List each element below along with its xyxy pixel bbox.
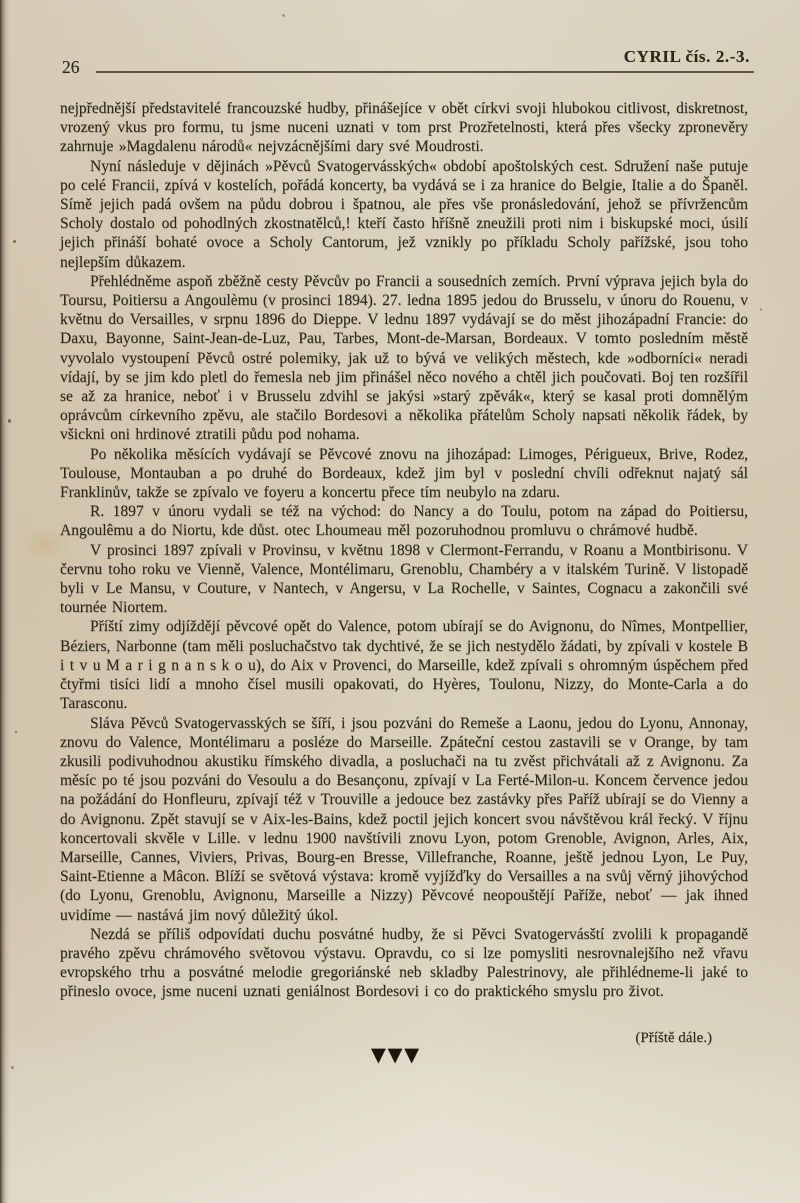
paragraph-3: Přehlédněme aspoň zběžně cesty Pěvcův po Francii a sousedních zemích. První výprava jejich byla do Toursu, Poitiersu a Angoulèmu (v prosinci 1894). 27. ledna 1895 jedou do Brusselu, v únoru do Rouenu, v květnu do Versailles, v srpnu 1896 do Dieppe. V lednu 1897 vydávají se do měst jihozápadní Francie: do Daxu, Bayonne, Saint-Jean-de-Luz, Pau, Tarbes, Mont-de-Marsan, Bordeaux. V tomto posledním městě vyvolalo vystoupení Pěvců ostré polemiky, jak už to bývá ve velikých městech, kde »odborníci« neradi vídají, by se jim kdo pletl do řemesla neb jim přinášel něco nového a chtěl jich poučovati. Boj ten rozšířil se až za hranice, neboť i v Brusselu zdvihl se jakýsi »starý zpěvák«, který se kasal proti domnělým oprávcům církevního zpěvu, ale stačilo Bordesovi a několika přátelům Scholy napsati několik řádek, by všickni oni hrdinové ztratili půdu pod nohama. [60,272,748,444]
scan-speck [15,731,17,733]
paragraph-9: Nezdá se příliš odpovídati duchu posvátné hudby, že si Pěvci Svatogervásští zvolili k propagandě pravého zpěvu chrámového světovou výstavu. Opravdu, co si lze pomysliti nesrovnalejšího než vřavu evropského trhu a posvátné melodie gregoriánské neb skladby Palestrinovy, ale přihlédneme-li jaké to přineslo ovoce, jsme nuceni uznati geniálnost Bordesovi i co do praktického smyslu pro život. [60,925,748,1001]
scan-speck [760,308,762,311]
page-footer [0,1026,800,1086]
scan-speck [282,14,285,17]
paragraph-2: Nyní následuje v dějinách »Pěvců Svatogervásských« období apoštolských cest. Sdružení naše putuje po celé Francii, zpívá v kostelích, pořádá koncerty, ba vydává se i za hranice do Belgie, Italie a do Španěl. Símě jejich padá ovšem na půdu dobrou i špatnou, ale přes vše pronásledování, jehož se přívržencům Scholy dostalo od pohodlných zkostnatělců,! kteří často hříšně zneužili proti nim i biskupské moci, úsilí jejich přináší bohaté ovoce a Scholy Cantorum, jež vznikly po příkladu Scholy pařížské, jsou toho nejlepším důkazem. [60,157,748,271]
issue-title: CYRIL čís. 2.-3. [623,47,750,66]
header-rule [96,48,755,73]
paragraph-5: R. 1897 v únoru vydali se též na východ: do Nancy a do Toulu, potom na západ do Poitiersu, Angoulêmu a do Niortu, kde důst. otec Lhoumeau měl pozoruhodnou promluvu o chrámové hudbě. [60,503,748,540]
section-divider-triangles: ▼▼▼ [371,1044,421,1066]
paragraph-4: Po několika měsících vydávají se Pěvcové znovu na jihozápad: Limoges, Périgueux, Brive, Rodez, Toulouse, Montauban a po druhé do Bordeaux, kdež jim byl v poslední chvíli odřeknut najatý sál Franklinův, takže se zpívalo ve foyeru a koncertu přece tím neubylo na zdaru. [60,445,748,502]
page-number: 26 [62,56,80,77]
article-body [60,99,748,1002]
scan-left-edge [0,0,10,1203]
continuation-note: (Příště dále.) [635,1030,712,1046]
paragraph-6: V prosinci 1897 zpívali v Provinsu, v květnu 1898 v Clermont-Ferrandu, v Roanu a Montbirisonu. V červnu toho roku ve Vienně, Valence, Montélimaru, Grenoblu, Chambéry a v italském Turině. V listopadě byli v Le Mansu, v Couture, v Nantech, v Angersu, v La Rochelle, v Saintes, Cognacu a zakončili své tournée Niortem. [60,541,748,617]
page-header [62,47,754,77]
scan-speck [13,240,16,243]
paragraph-7: Příští zimy odjíždějí pěvcové opět do Valence, potom ubírají se do Avignonu, do Nîmes, Montpellier, Béziers, Narbonne (tam měli posluchačstvo tak dychtivé, že se jich nestydělo žádati, by zpívali v kostele B i t v u M a r i g n a n s k o u), do Aix v Provenci, do Marseille, kdež zpívali s ohromným úspěchem před čtyřmi tisíci lidí a mnoho čísel musili opakovati, do Hyères, Toulonu, Nizzy, do Monte-Carla a do Tarasconu. [60,618,748,713]
paragraph-8: Sláva Pěvců Svatogervasských se šíří, i jsou pozváni do Remeše a Laonu, jedou do Lyonu, Annonay, znovu do Valence, Montélimaru a posléze do Marseille. Zpáteční cestou zastavili se v Orange, by tam zkusili podivuhodnou akustiku římského divadla, a posluchači na tu zvěst přichvátali až z Avignonu. Za měsíc po té jsou pozváni do Vesoulu a do Besançonu, zpívají v La Ferté-Milon-u. Koncem července jedou na požádání do Honfleuru, zpívají též v Trouville a jedouce bez zastávky přes Paříž ubírají se do Vienny a do Avignonu. Zpět stavují se v Aix-les-Bains, kdež poctil jejich koncert svou návštěvou král řecký. V říjnu koncertovali skvěle v Lille. v lednu 1900 navštívili znovu Lyon, potom Grenoble, Avignon, Arles, Aix, Marseille, Cannes, Viviers, Privas, Bourg-en Bresse, Villefranche, Roanne, ještě jednou Lyon, Le Puy, Saint-Etienne a Mâcon. Blíží se světová výstava: kromě vyjížďky do Versailles a na svůj věrný jihovýchod (do Lyonu, Grenoblu, Avignonu, Marseille a Nizzy) Pěvcové neopouštějí Paříže, neboť — jak ihned uvidíme — nastává jim nový důležitý úkol. [60,714,748,924]
paragraph-1: nejpřednější představitelé francouzské hudby, přinášejíce v obět církvi svoji hlubokou citlivost, diskretnost, vrozený vkus pro formu, tu jsme nuceni uznati v tom prst Prozřetelnosti, která přes všecky zpronevěry zahrnuje »Magdalenu národů« nejvzácnějšími dary své Moudrosti. [60,100,748,156]
scan-speck [8,419,11,423]
